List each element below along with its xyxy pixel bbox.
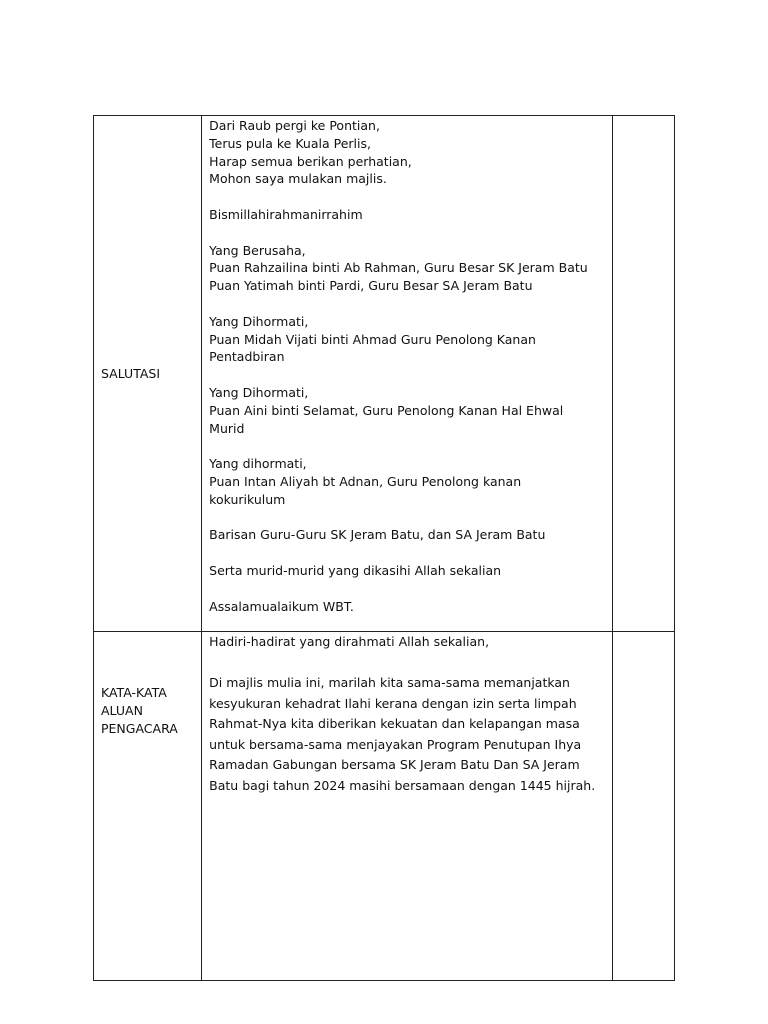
aluan-extra-cell	[612, 632, 674, 981]
salutasi-paragraph	[209, 598, 606, 616]
salutasi-line: kokurikulum	[209, 491, 286, 507]
salutasi-paragraph	[209, 455, 606, 508]
salutasi-paragraph	[209, 384, 606, 437]
aluan-label-line: KATA-KATA	[101, 685, 167, 700]
salutasi-line: Mohon saya mulakan majlis.	[209, 171, 387, 187]
salutasi-line: Puan Aini binti Selamat, Guru Penolong Kanan Hal Ehwal	[209, 402, 564, 418]
aluan-body-line: Di majlis mulia ini, marilah kita sama-sama memanjatkan	[209, 675, 570, 690]
salutasi-paragraph	[209, 206, 606, 224]
salutasi-line: Puan Intan Aliyah bt Adnan, Guru Penolong kanan	[209, 473, 522, 489]
salutasi-line: Yang Berusaha,	[209, 242, 306, 258]
aluan-text	[202, 632, 612, 797]
salutasi-line: Barisan Guru-Guru SK Jeram Batu, dan SA Jeram Batu	[209, 527, 546, 543]
salutasi-line: Puan Midah Vijati binti Ahmad Guru Penolong Kanan	[209, 331, 536, 347]
table-row-kata-aluan	[94, 632, 675, 981]
salutasi-paragraph	[209, 526, 606, 544]
salutasi-label: SALUTASI	[101, 365, 161, 381]
table-row-salutasi	[94, 116, 675, 632]
aluan-body-line: Rahmat-Nya kita diberikan kekuatan dan kelapangan masa	[209, 716, 580, 732]
salutasi-line: Yang Dihormati,	[209, 384, 309, 400]
salutasi-label-cell	[94, 116, 202, 632]
salutasi-text	[202, 116, 612, 615]
salutasi-line: Puan Yatimah binti Pardi, Guru Besar SA Jeram Batu	[209, 278, 533, 294]
salutasi-line: Serta murid-murid yang dikasihi Allah sekalian	[209, 562, 502, 578]
salutasi-line: Bismillahirahmanirrahim	[209, 206, 363, 222]
salutasi-paragraph	[209, 242, 606, 295]
salutasi-line: Puan Rahzailina binti Ab Rahman, Guru Besar SK Jeram Batu	[209, 260, 588, 276]
aluan-content-cell	[202, 632, 613, 981]
salutasi-line: Terus pula ke Kuala Perlis,	[209, 135, 371, 151]
salutasi-content-cell	[202, 116, 613, 632]
salutasi-line: Yang dihormati,	[209, 456, 307, 472]
aluan-label-line: ALUAN	[101, 703, 143, 718]
salutasi-line: Harap semua berikan perhatian,	[209, 153, 412, 169]
aluan-body-line: untuk bersama-sama menjayakan Program Penutupan Ihya	[209, 736, 582, 752]
aluan-body	[209, 673, 606, 797]
aluan-label-cell	[94, 632, 202, 981]
aluan-body-line: Ramadan Gabungan bersama SK Jeram Batu Dan SA Jeram	[209, 757, 580, 773]
salutasi-line: Murid	[209, 420, 245, 436]
salutasi-line: Dari Raub pergi ke Pontian,	[209, 118, 380, 133]
salutasi-paragraph	[209, 313, 606, 366]
salutasi-line: Assalamualaikum WBT.	[209, 598, 354, 614]
salutasi-paragraph	[209, 117, 606, 188]
script-table	[93, 115, 675, 981]
aluan-body-line: kesyukuran kehadrat Ilahi kerana dengan izin serta limpah	[209, 695, 577, 711]
aluan-label-line: PENGACARA	[101, 721, 178, 736]
salutasi-line: Pentadbiran	[209, 349, 285, 365]
salutasi-line: Yang Dihormati,	[209, 313, 309, 329]
salutasi-extra-cell	[612, 116, 674, 632]
aluan-opening: Hadiri-hadirat yang dirahmati Allah sekalian,	[209, 634, 490, 649]
aluan-body-line: Batu bagi tahun 2024 masihi bersamaan dengan 1445 hijrah.	[209, 777, 596, 793]
salutasi-paragraph	[209, 562, 606, 580]
